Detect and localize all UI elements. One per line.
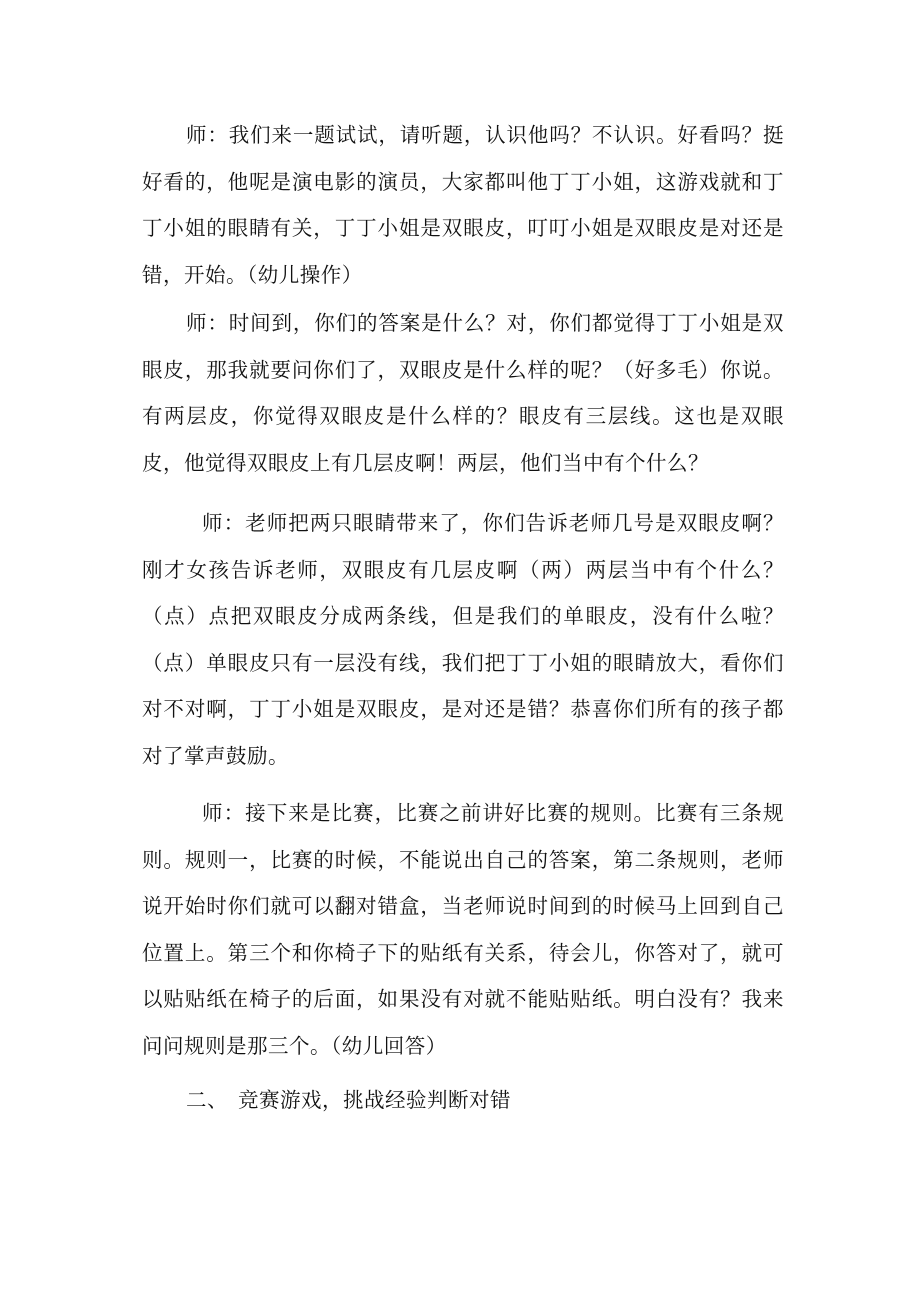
section-heading: [186, 1077, 786, 1124]
paragraph-2: 师：时间到，你们的答案是什么？对，你们都觉得丁丁小姐是双眼皮，那我就要问你们了，双眼皮是什么样的呢？（好多毛）你说。有两层皮，你觉得双眼皮是什么样的？眼皮有三层线。这也是双眼皮，他觉得双眼皮上有几层皮啊！两层，他们当中有个什么？: [142, 311, 784, 475]
paragraph-3: 师：老师把两只眼睛带来了，你们告诉老师几号是双眼皮啊？刚才女孩告诉老师，双眼皮有几层皮啊（两）两层当中有个什么？（点）点把双眼皮分成两条线，但是我们的单眼皮，没有什么啦？（点）单眼皮只有一层没有线，我们把丁丁小姐的眼睛放大，看你们对不对啊，丁丁小姐是双眼皮，是对还是错？恭喜你们所有的孩子都对了掌声鼓励。: [142, 511, 784, 768]
paragraph-4: 师：接下来是比赛，比赛之前讲好比赛的规则。比赛有三条规则。规则一，比赛的时候，不能说出自己的答案，第二条规则，老师说开始时你们就可以翻对错盒，当老师说时间到的时候马上回到自己位置上。第三个和你椅子下的贴纸有关系，待会儿，你答对了，就可以贴贴纸在椅子的后面，如果没有对就不能贴贴纸。明白没有？我来问问规则是那三个。（幼儿回答）: [142, 801, 784, 1058]
section-heading-title: 竞赛游戏，挑战经验判断对错: [238, 1088, 511, 1112]
paragraph-1: 师：我们来一题试试，请听题，认识他吗？不认识。好看吗？挺好看的，他呢是演电影的演员，大家都叫他丁丁小姐，这游戏就和丁丁小姐的眼睛有关，丁丁小姐是双眼皮，叮叮小姐是双眼皮是对还是错，开始。（幼儿操作）: [142, 123, 784, 287]
section-heading-number: 二、: [186, 1088, 228, 1112]
